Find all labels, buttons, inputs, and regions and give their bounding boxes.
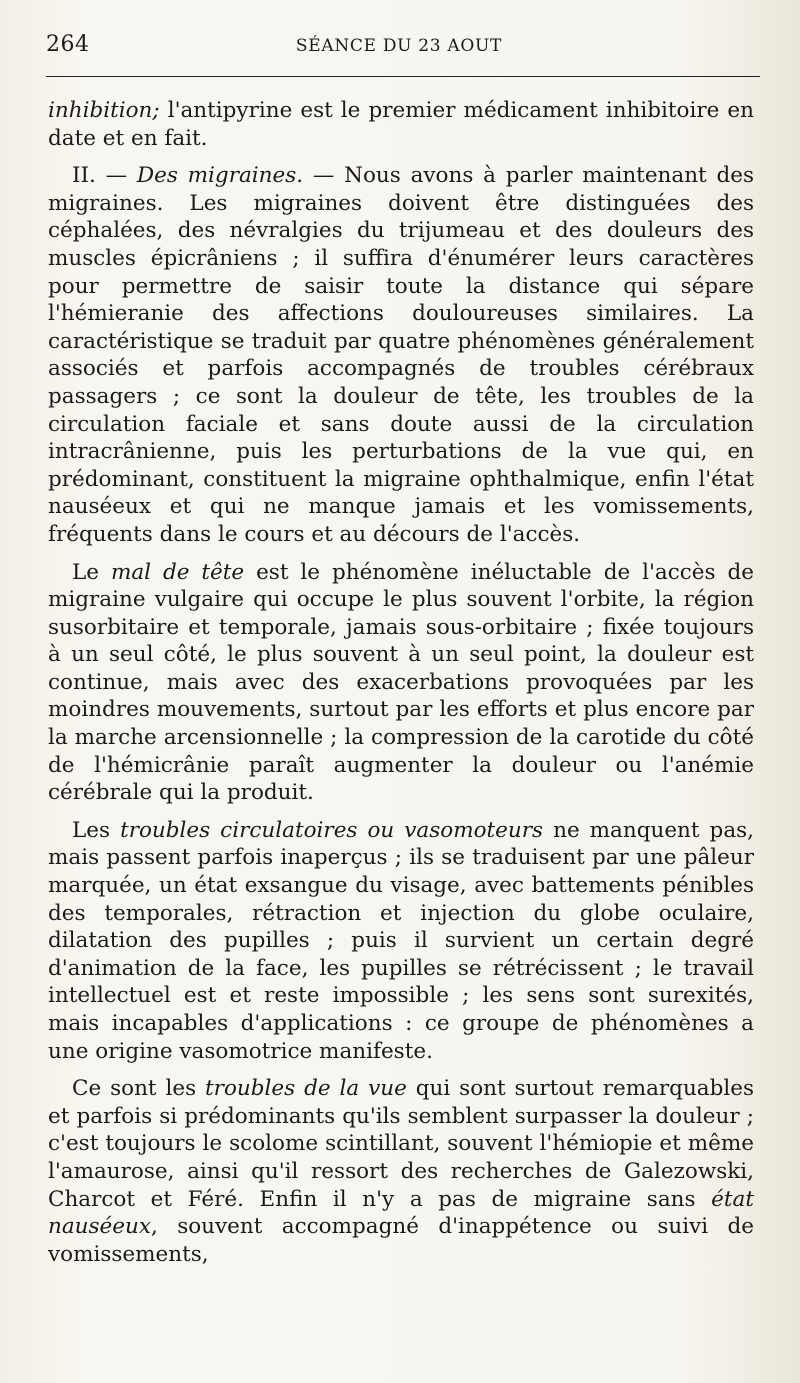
text-run: Ce sont les (72, 1076, 206, 1102)
text-run: ne manquent pas, mais passent parfois inaperçus ; ils se traduisent par une pâleur marquée, un état exsangue du visage, avec battements pénibles des temporales, rétraction et injection du globe oculaire, dilatation des pupilles ; puis il survient un certain degré d'animation de la face, les pupilles se rétrécissent ; le travail intellectuel est et reste impossible ; les sens sont surexités, mais incapables d'applications : ce groupe de phénomènes a une origine vasomotrice manifeste. (48, 817, 755, 1064)
italic-text-run: Des migraines. (136, 163, 304, 189)
text-run: Les (72, 817, 121, 843)
paragraph (48, 817, 754, 1065)
italic-text-run: état nauséeux (48, 1186, 754, 1240)
italic-text-run: troubles de la vue (205, 1076, 407, 1102)
paragraph-gap (48, 807, 754, 817)
running-head: SÉANCE DU 23 AOUT (295, 36, 503, 56)
paragraph (48, 97, 754, 152)
text-run: l'antipyrine est le premier médicament inhibitoire en date et en fait. (48, 98, 754, 151)
italic-text-run: troubles circulatoires ou vasomoteurs (120, 817, 544, 843)
text-run: , souvent accompagné d'inappétence ou suivi de vomissements, (48, 1214, 754, 1267)
text-run: est le phénomène inéluctable de l'accès de migraine vulgaire qui occupe le plus souvent l'orbite, la région susorbitaire et temporale, jamais sous-orbitaire ; fixée toujours à un seul côté, le plus souvent à un seul point, la douleur est continue, mais avec des exacerbations provoquées par les moindres mouvements, surtout par les efforts et plus encore par la marche arcensionnelle ; la compression de la carotide du côté de l'hémicrânie paraît augmenter la douleur ou l'anémie cérébrale qui la produit. (48, 559, 754, 806)
paragraph (48, 559, 754, 807)
header-rule (46, 76, 760, 77)
paragraph (48, 162, 754, 548)
text-run: — Nous avons à parler maintenant des migraines. Les migraines doivent être distinguées des céphalées, des névralgies du trijumeau et des douleurs des muscles épicrâniens ; il suffira d'énumérer leurs caractères pour permettre de saisir toute la distance qui sépare l'hémieranie des affections douloureuses similaires. La caractéristique se traduit par quatre phénomènes généralement associés et parfois accompagnés de troubles cérébraux passagers ; ce sont la douleur de tête, les troubles de la circulation faciale et sans doute aussi de la circulation intracrânienne, puis les perturbations de la vue qui, en prédominant, constituent la migraine ophthalmique, enfin l'état nauséeux et qui ne manque jamais et les vomissements, fréquents dans le cours et au décours de l'accès. (48, 163, 754, 547)
paragraph-gap (48, 1065, 754, 1075)
paragraph (48, 1075, 754, 1268)
text-run: qui sont surtout remarquables et parfois si prédominants qu'ils semblent surpasser la douleur ; c'est toujours le scolome scintillant, souvent l'hémiopie et même l'amaurose, ainsi qu'il ressort des recherches de Galezowski, Charcot et Féré. Enfin il n'y a pas de migraine sans (48, 1076, 755, 1212)
italic-text-run: inhibition; (48, 98, 160, 123)
body-text (48, 97, 754, 1268)
page-header (46, 30, 752, 64)
paragraph-gap (48, 152, 754, 162)
italic-text-run: mal de tête (110, 559, 245, 585)
text-run: Le (72, 559, 111, 585)
text-run: II. — (72, 163, 137, 189)
page-number: 264 (46, 32, 90, 57)
paragraph-gap (48, 549, 754, 559)
